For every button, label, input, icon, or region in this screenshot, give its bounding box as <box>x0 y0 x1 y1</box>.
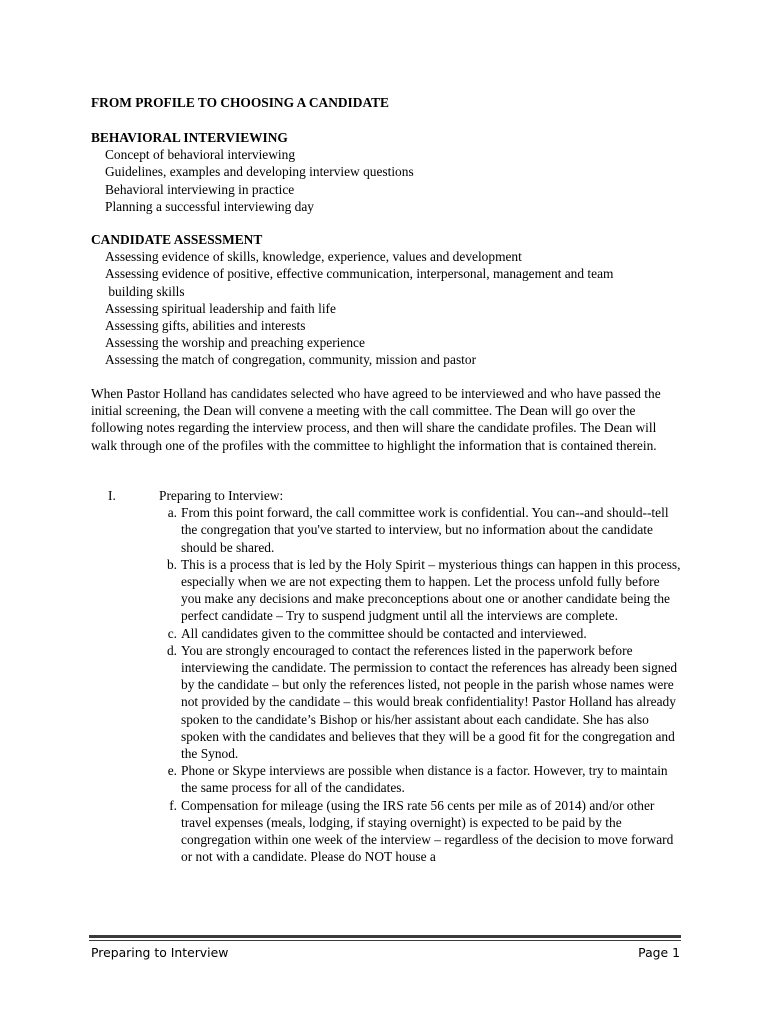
sub-item-text: Compensation for mileage (using the IRS rate 56 cents per mile as of 2014) and/or other travel expenses (meals, lodging, if staying overnight) is expected to be paid by the congregation within one week of the interview – regardless of the decision to move forward or not with a candidate. Please do NOT house a <box>181 797 674 865</box>
outline-sub-item <box>159 762 691 796</box>
intro-paragraph: When Pastor Holland has candidates selected who have agreed to be interviewed and who have passed the initial screening, the Dean will convene a meeting with the call committee. The Dean will go over the following notes regarding the interview process, and then will share the candidate profiles. The Dean will walk through one of the profiles with the committee to highlight the information that is contained therein. <box>91 386 661 453</box>
candidate-assessment-section <box>91 231 691 369</box>
outline-sub-item <box>159 642 691 762</box>
list-item: Assessing the worship and preaching experience <box>105 335 365 351</box>
footer-divider-thick <box>89 935 681 938</box>
list-item: Assessing the match of congregation, community, mission and pastor <box>105 352 477 368</box>
sub-item-letter: a. <box>167 505 177 521</box>
assessment-list <box>91 248 691 368</box>
sub-item-letter: e. <box>167 763 177 779</box>
sub-item-text: Phone or Skype interviews are possible when distance is a factor. However, try to maintain the same process for all of the candidates. <box>181 763 668 796</box>
document-title: FROM PROFILE TO CHOOSING A CANDIDATE <box>91 95 389 110</box>
sub-item-text: This is a process that is led by the Holy Spirit – mysterious things can happen in this process, especially when we are not expecting them to happen. Let the process unfold fully before you make any decisions and make preconceptions about one or another candidate being the perfect candidate – Try to suspend judgment until all the interviews are complete. <box>181 556 681 624</box>
roman-numeral: I. <box>108 488 116 503</box>
sub-item-letter: f. <box>169 797 177 813</box>
behavioral-list <box>91 146 691 215</box>
list-item: Behavioral interviewing in practice <box>105 181 295 197</box>
behavioral-heading: BEHAVIORAL INTERVIEWING <box>91 130 288 145</box>
sub-item-letter: d. <box>166 642 177 658</box>
assessment-heading: CANDIDATE ASSESSMENT <box>91 232 263 247</box>
sub-item-text: From this point forward, the call committee work is confidential. You can--and should--tell the congregation that you've started to interview, but no information about the candidate should be shared. <box>181 505 669 555</box>
list-item: Assessing gifts, abilities and interests <box>105 318 306 334</box>
list-item: Guidelines, examples and developing interview questions <box>105 164 414 180</box>
list-item: Assessing spiritual leadership and faith life <box>105 300 336 316</box>
outline-sub-list <box>159 504 691 865</box>
outline-sub-item <box>159 504 691 556</box>
sub-item-letter: c. <box>167 625 177 641</box>
behavioral-interviewing-section <box>91 129 691 215</box>
footer-section-title: Preparing to Interview <box>91 945 229 960</box>
outline-section <box>91 487 691 865</box>
outline-sub-item <box>159 797 691 866</box>
list-item: building skills <box>105 283 185 299</box>
outline-heading: Preparing to Interview: <box>159 488 284 503</box>
list-item: Planning a successful interviewing day <box>105 198 314 214</box>
footer-page-number: Page 1 <box>638 945 680 960</box>
outline-item-preparing <box>91 487 691 865</box>
sub-item-text: All candidates given to the committee should be contacted and interviewed. <box>181 625 587 641</box>
sub-item-letter: b. <box>166 556 177 572</box>
outline-sub-item <box>159 625 691 642</box>
list-item: Assessing evidence of positive, effective communication, interpersonal, management and team <box>105 266 614 282</box>
outline-sub-item <box>159 556 691 625</box>
footer-divider-thin <box>89 940 681 941</box>
sub-item-text: You are strongly encouraged to contact the references listed in the paperwork before interviewing the candidate. The permission to contact the references has already been signed by the candidate – but only the references listed, not people in the parish whose names were not provided by the candidate – this would break confidentiality! Pastor Holland has already spoken to the candidate’s Bishop or his/her assistant about each candidate. She has also spoken with the candidates and believes that they will be a good fit for the congregation and the Synod. <box>181 642 678 762</box>
list-item: Concept of behavioral interviewing <box>105 147 296 163</box>
list-item: Assessing evidence of skills, knowledge, experience, values and development <box>105 249 522 265</box>
